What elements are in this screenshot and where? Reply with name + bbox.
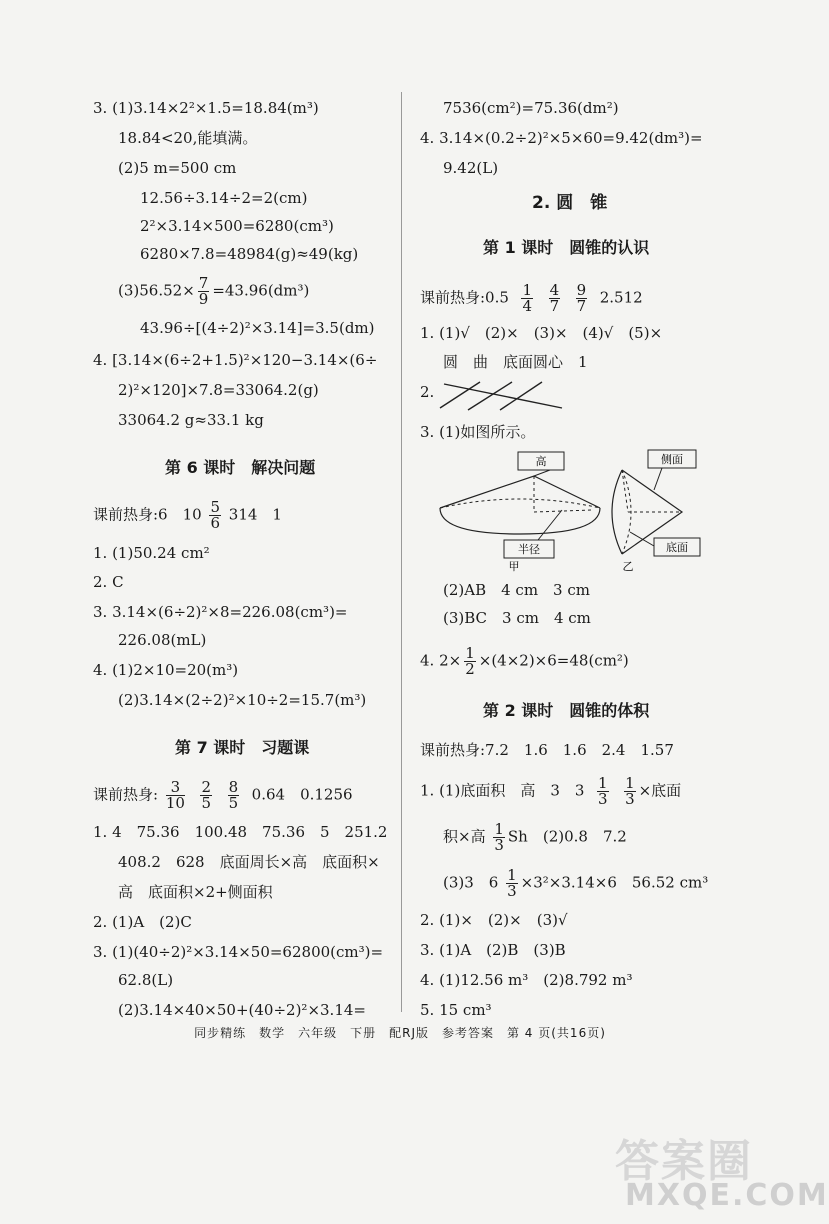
answer-4-result: 33064.2 g≈33.1 kg [118,411,264,429]
answer-3-2: (2)5 m=500 cm [118,159,237,177]
label-yi: 乙 [622,560,634,573]
fraction: $\frac{1}{3}$ [597,774,608,808]
lesson-7-q1-cont2: 高 底面积×2+侧面积 [118,883,273,901]
fraction: $\frac{1}{3}$ [507,866,517,900]
lesson-7-q1: 1. 4 75.36 100.48 75.36 5 251.2 [93,823,388,841]
lesson-6-q1: 1. (1)50.24 cm² [93,544,210,562]
lesson-6-q2: 2. C [93,573,124,591]
answer-3-2-step2: 2²×3.14×500=6280(cm³) [140,217,334,235]
lesson-6-warmup: 课前热身:6 10 $\frac{5}{6}$ 314 1 [93,498,282,532]
fraction: $\frac{5}{6}$ [210,498,221,532]
fraction: $\frac{9}{7}$ [576,281,587,315]
crossing-lines-diagram [438,378,568,414]
continued-line: 7536(cm²)=75.36(dm²) [443,99,619,117]
fraction: $\frac{1}{3}$ [625,774,635,808]
label-radius: 半径 [518,543,540,556]
answer-4-cont: 2)²×120]×7.8=33064.2(g) [118,381,319,399]
lesson-6-q4: 4. (1)2×10=20(m³) [93,661,239,679]
lesson-7-q2: 2. (1)A (2)C [93,913,192,931]
cone-lesson-2-q3: 3. (1)A (2)B (3)B [420,941,566,959]
page-footer: 同步精练 数学 六年级 下册 配RJ版 参考答案 第 4 页(共16页) [194,1026,606,1040]
cone-lesson-1-title: 第 1 课时 圆锥的认识 [483,238,650,257]
fraction: $\frac{1}{2}$ [465,644,475,678]
lesson-7-q3-2: (2)3.14×40×50+(40÷2)²×3.14= [118,1001,366,1019]
label-base: 底面 [666,541,688,554]
column-divider [401,92,402,1012]
cone-lesson-2-q1-cont: 积×高 $\frac{1}{3}$ Sh (2)0.8 7.2 [443,820,627,854]
fraction: $\frac{2}{5}$ [201,778,212,812]
cone-lesson-2-title: 第 2 课时 圆锥的体积 [483,701,650,720]
fraction: $\frac{8}{5}$ [228,778,239,812]
cone-lesson-1-q3-2: (2)AB 4 cm 3 cm [443,581,590,599]
answer-3-3: (3)56.52× $\frac{7}{9}$ =43.96(dm³) [118,274,310,308]
answer-4-right-cont: 9.42(L) [443,159,499,177]
cone-lesson-2-q1-3: (3)3 6 $\frac{1}{3}$ ×3²×3.14×6 56.52 cm³ [443,866,709,900]
lesson-6-title: 第 6 课时 解决问题 [165,458,316,477]
lesson-7-warmup: 课前热身: $\frac{3}{10}$ $\frac{2}{5}$ $\frac{8}{5}$ 0.64 0.1256 [93,778,353,812]
cone-lesson-2-q1: 1. (1)底面积 高 3 3 $\frac{1}{3}$ $\frac{1}{3}$ ×底面 [420,774,682,808]
label-side-surface: 侧面 [661,453,683,466]
fraction: $\frac{1}{4}$ [522,281,533,315]
answer-3-2-step3: 6280×7.8=48984(g)≈49(kg) [140,245,359,263]
lesson-7-q1-cont: 408.2 628 底面周长×高 底面积× [118,853,380,871]
answer-3-3-step2: 43.96÷[(4÷2)²×3.14]=3.5(dm) [140,319,375,337]
cone-diagrams [432,446,702,576]
cone-lesson-1-q1: 1. (1)√ (2)× (3)× (4)√ (5)× [420,324,663,342]
answer-4-right: 4. 3.14×(0.2÷2)²×5×60=9.42(dm³)= [420,129,703,147]
cone-lesson-1-q1-cont: 圆 曲 底面圆心 1 [443,353,588,371]
lesson-6-q3-cont: 226.08(mL) [118,631,207,649]
lesson-6-q3: 3. 3.14×(6÷2)²×8=226.08(cm³)= [93,603,348,621]
cone-lesson-2-warmup: 课前热身:7.2 1.6 1.6 2.4 1.57 [420,741,674,759]
answer-4: 4. [3.14×(6÷2+1.5)²×120−3.14×(6÷ [93,351,378,369]
watermark: 答案圈 [615,1136,753,1187]
fraction: $\frac{1}{3}$ [494,820,504,854]
fraction: $\frac{7}{9}$ [198,274,209,308]
cone-lesson-1-q3-3: (3)BC 3 cm 4 cm [443,609,591,627]
cone-lesson-1-q3: 3. (1)如图所示。 [420,423,536,441]
lesson-7-q3: 3. (1)(40÷2)²×3.14×50=62800(cm³)= [93,943,384,961]
lesson-6-q4-2: (2)3.14×(2÷2)²×10÷2=15.7(m³) [118,691,367,709]
cone-lesson-1-q2: 2. [420,383,435,401]
answer-3-1-conclusion: 18.84<20,能填满。 [118,129,258,147]
cone-lesson-2-q2: 2. (1)× (2)× (3)√ [420,911,568,929]
cone-lesson-1-warmup: 课前热身:0.5 $\frac{1}{4}$ $\frac{4}{7}$ $\frac{9}{7}$ 2.512 [420,281,643,315]
cone-lesson-2-q5: 5. 15 cm³ [420,1001,492,1019]
cone-lesson-1-q4: 4. 2× $\frac{1}{2}$ ×(4×2)×6=48(cm²) [420,644,629,678]
label-height: 高 [535,455,547,468]
lesson-7-title: 第 7 课时 习题课 [175,738,310,757]
label-jia: 甲 [508,560,520,573]
fraction: $\frac{4}{7}$ [549,281,560,315]
cone-lesson-2-q4: 4. (1)12.56 m³ (2)8.792 m³ [420,971,633,989]
watermark-url: MXQE.COM [625,1178,829,1213]
section-title: 2. 圆 锥 [532,193,608,213]
fraction: $\frac{3}{10}$ [165,778,185,812]
lesson-7-q3-cont: 62.8(L) [118,971,174,989]
answer-3-2-step1: 12.56÷3.14÷2=2(cm) [140,189,308,207]
answer-3-1: 3. (1)3.14×2²×1.5=18.84(m³) [93,99,319,117]
